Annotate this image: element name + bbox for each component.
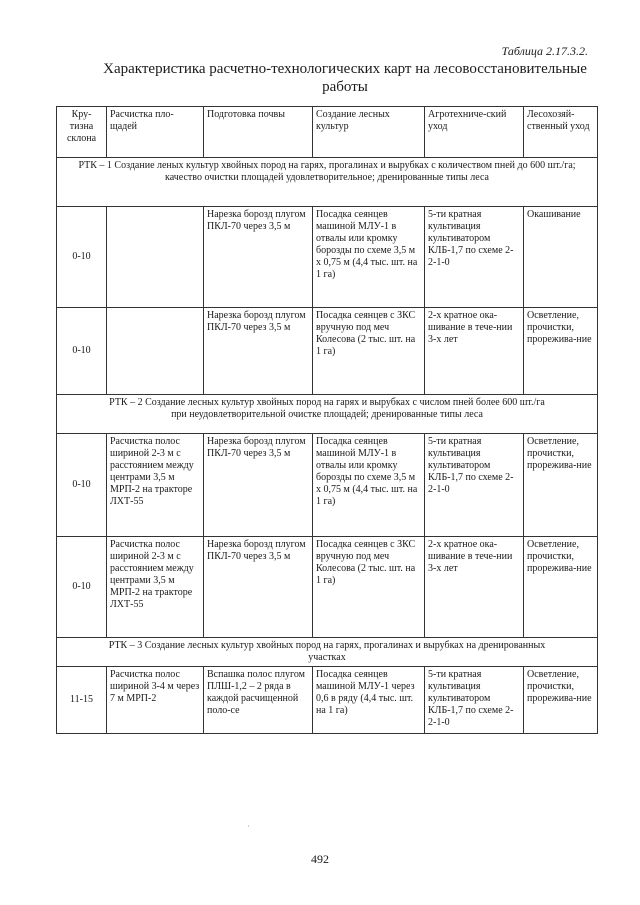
section-row-rtk-2 [57,395,598,434]
section-heading-line-2: при неудовлетворительной очистке площадей; дренированные типы леса [171,409,483,420]
cell-slope: 0-10 [57,434,107,537]
table-number: Таблица 2.17.3.2. [501,44,588,58]
table-row [57,308,598,395]
cell-agro: 5-ти кратная культивация культиватором КЛБ-1,7 по схеме 2-2-1-0 [425,207,524,308]
cell-forestry: Осветление, прочистки, прорежива-ние [524,308,598,395]
section-heading-line-1: РТК – 1 Создание леных культур хвойных пород на гарях, прогалинах и вырубках с количеством пней до 600 шт./га; [78,160,576,171]
cell-clearing: Расчистка полос шириной 3-4 м через 7 м МРП-2 [107,667,204,734]
title-line-2: работы [322,79,368,95]
cell-slope: 0-10 [57,207,107,308]
cell-soil: Вспашка полос плугом ПЛШ-1,2 – 2 ряда в каждой расчищенной поло-се [204,667,313,734]
section-heading [57,395,598,434]
section-heading-line-1: РТК – 3 Создание лесных культур хвойных пород на гарях, прогалинах и вырубках на дренированных [108,640,546,651]
section-heading-line-2: качество очистки площадей удовлетворительное; дренированные типы леса [165,172,489,183]
cell-agro: 2-х кратное ока-шивание в тече-нии 3-х лет [425,537,524,638]
cell-slope: 0-10 [57,308,107,395]
cell-clearing [107,308,204,395]
table-row [57,667,598,734]
section-heading-line-2: участках [308,652,346,663]
cell-agro: 5-ти кратная культивация культиватором КЛБ-1,7 по схеме 2-2-1-0 [425,434,524,537]
cell-forestry: Окашивание [524,207,598,308]
cell-planting: Посадка сеянцев с ЗКС вручную под меч Колесова (2 тыс. шт. на 1 га) [313,308,425,395]
section-row-rtk-1 [57,158,598,207]
cell-slope: 0-10 [57,537,107,638]
header-agro: Агротехниче-ский уход [425,107,524,158]
header-clearing: Расчистка пло-щадей [107,107,204,158]
header-planting: Создание лесных культур [313,107,425,158]
cell-planting: Посадка сеянцев машиной МЛУ-1 через 0,6 в ряду (4,4 тыс. шт. на 1 га) [313,667,425,734]
cell-agro: 5-ти кратная культивация культиватором КЛБ-1,7 по схеме 2-2-1-0 [425,667,524,734]
table-row [57,207,598,308]
cell-soil: Нарезка борозд плугом ПКЛ-70 через 3,5 м [204,537,313,638]
document-title [40,60,640,96]
title-line-1: Характеристика расчетно-технологических карт на лесовосстановительные [103,61,587,77]
header-slope: Кру-тизна склона [57,107,107,158]
stray-mark: · [247,822,250,831]
cell-soil: Нарезка борозд плугом ПКЛ-70 через 3,5 м [204,434,313,537]
section-row-rtk-3 [57,638,598,667]
cell-clearing: Расчистка полос шириной 2-3 м с расстоянием между центрами 3,5 м МРП-2 на тракторе ЛХТ-55 [107,434,204,537]
cell-slope: 11-15 [57,667,107,734]
section-heading [57,158,598,207]
cell-soil: Нарезка борозд плугом ПКЛ-70 через 3,5 м [204,207,313,308]
cell-clearing: Расчистка полос шириной 2-3 м с расстоянием между центрами 3,5 м МРП-2 на тракторе ЛХТ-55 [107,537,204,638]
header-soil: Подготовка почвы [204,107,313,158]
cell-forestry: Осветление, прочистки, прорежива-ние [524,434,598,537]
table-row [57,434,598,537]
header-forestry: Лесохозяй-ственный уход [524,107,598,158]
cell-planting: Посадка сеянцев машиной МЛУ-1 в отвалы или кромку борозды по схеме 3,5 м х 0,75 м (4,4 тыс. шт. на 1 га) [313,434,425,537]
cell-planting: Посадка сеянцев машиной МЛУ-1 в отвалы или кромку борозды по схеме 3,5 м х 0,75 м (4,4 тыс. шт. на 1 га) [313,207,425,308]
header-row [57,107,598,158]
section-heading-line-1: РТК – 2 Создание лесных культур хвойных пород на гарях и вырубках с числом пней более 600 шт./га [109,397,545,408]
cell-agro: 2-х кратное ока-шивание в тече-нии 3-х лет [425,308,524,395]
page-number: 492 [311,852,329,866]
rtk-table [56,106,598,734]
cell-forestry: Осветление, прочистки, прорежива-ние [524,667,598,734]
cell-soil: Нарезка борозд плугом ПКЛ-70 через 3,5 м [204,308,313,395]
cell-forestry: Осветление, прочистки, прорежива-ние [524,537,598,638]
table-row [57,537,598,638]
cell-planting: Посадка сеянцев с ЗКС вручную под меч Колесова (2 тыс. шт. на 1 га) [313,537,425,638]
cell-clearing [107,207,204,308]
section-heading [57,638,598,667]
